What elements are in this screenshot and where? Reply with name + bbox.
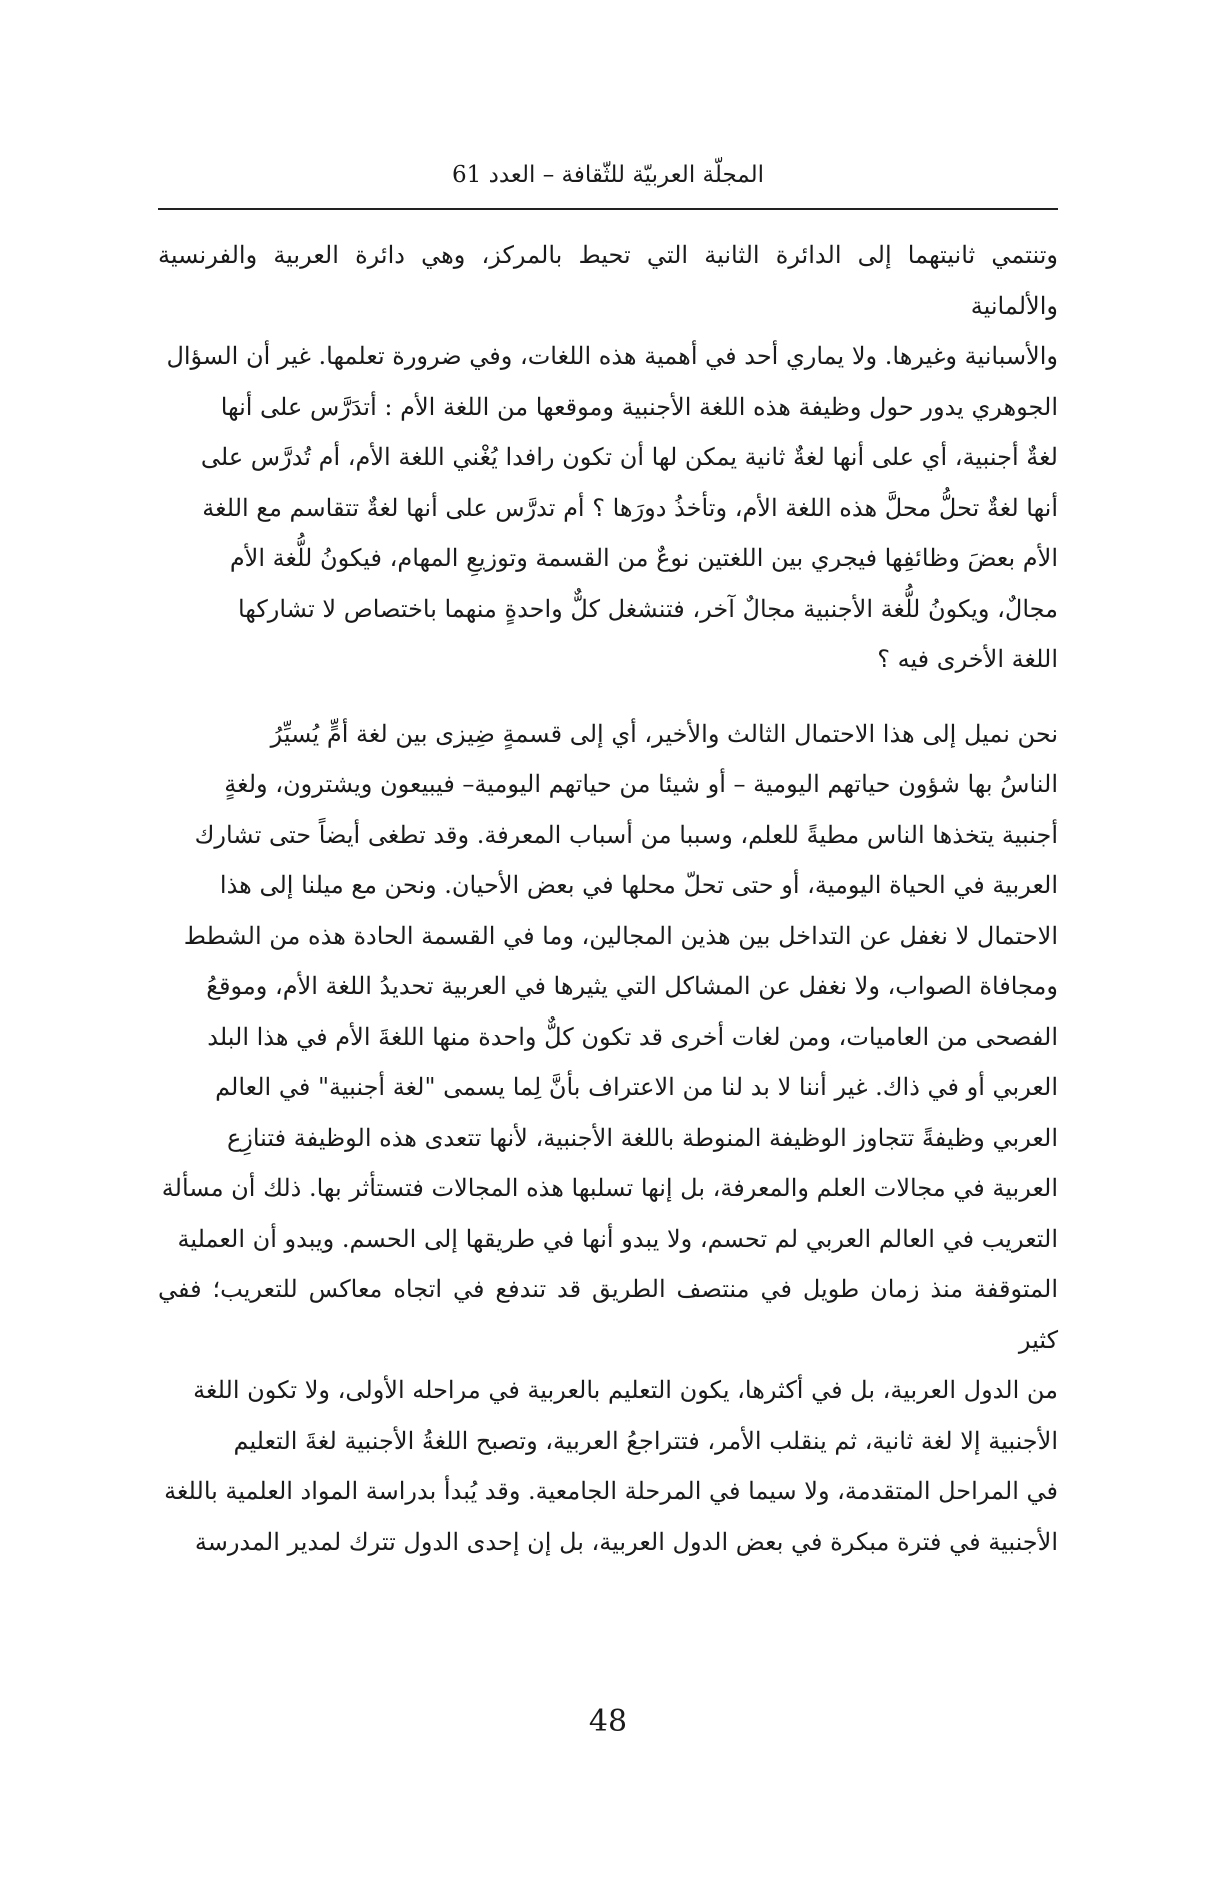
page-number: 48 bbox=[588, 1704, 628, 1739]
header-divider bbox=[158, 208, 1058, 210]
paragraph-2: نحن نميل إلى هذا الاحتمال الثالث والأخير، أي إلى قسمةٍ ضِيزى بين لغة أمٍّ يُسيِّرُ الناسُ بها شؤون حياتهم اليومية – أو شيئا من حياتهم اليومية– فيبيعون ويشترون، ولغةٍ أجنبية يتخذها الناس مطيةً للعلم، وسببا من أسباب المعرفة. وقد تطغى أيضاً حتى تشارك العربية في الحياة اليومية، أو حتى تحلّ محلها في بعض الأحيان. ونحن مع ميلنا إلى هذا الاحتمال لا نغفل عن التداخل بين هذين المجالين، وما في القسمة الحادة هذه من الشطط ومجافاة الصواب، ولا نغفل عن المشاكل التي يثيرها في العربية تحديدُ اللغة الأم، وموقعُ الفصحى من العاميات، ومن لغات أخرى قد تكون كلٌّ واحدة منها اللغةَ الأم في هذا البلد العربي أو في ذاك. غير أننا لا بد لنا من الاعتراف بأنَّ لِما يسمى "لغة أجنبية" في العالم العربي وظيفةً تتجاوز الوظيفة المنوطة باللغة الأجنبية، لأنها تتعدى هذه الوظيفة فتنازِع العربية في مجالات العلم والمعرفة، بل إنها تسلبها هذه المجالات فتستأثر بها. ذلك أن مسألة التعريب في العالم العربي لم تحسم، ولا يبدو أنها في طريقها إلى الحسم. ويبدو أن العملية المتوقفة منذ زمان طويل في منتصف الطريق قد تندفع في اتجاه معاكس للتعريب؛ ففي كثير من الدول العربية، بل في أكثرها، يكون التعليم بالعربية في مراحله الأولى، ولا تكون اللغة الأجنبية إلا لغة ثانية، ثم ينقلب الأمر، فتتراجعُ العربية، وتصبح اللغةُ الأجنبية لغةَ التعليم في المراحل المتقدمة، ولا سيما في المرحلة الجامعية. وقد يُبدأ بدراسة المواد العلمية باللغة الأجنبية في فترة مبكرة في بعض الدول العربية، بل إن إحدى الدول تترك لمدير المدرسة bbox=[158, 719, 1058, 1556]
paragraph-1: وتنتمي ثانيتهما إلى الدائرة الثانية التي تحيط بالمركز، وهي دائرة العربية والفرنسية والألمانية والأسبانية وغيرها. ولا يماري أحد في أهمية هذه اللغات، وفي ضرورة تعلمها. غير أن السؤال الجوهري يدور حول وظيفة هذه اللغة الأجنبية وموقعها من اللغة الأم : أتدَرَّس على أنها لغةٌ أجنبية، أي على أنها لغةٌ ثانية يمكن لها أن تكون رافدا يُغْني اللغة الأم، أم تُدرَّس على أنها لغةٌ تحلُّ محلَّ هذه اللغة الأم، وتأخذُ دورَها ؟ أم تدرَّس على أنها لغةٌ تتقاسم مع اللغة الأم بعضَ وظائفِها فيجري بين اللغتين نوعٌ من القسمة وتوزيعِ المهام، فيكونُ للُّغة الأم مجالٌ، ويكونُ للُّغة الأجنبية مجالٌ آخر، فتنشغل كلٌّ واحدةٍ منهما باختصاص لا تشاركها اللغة الأخرى فيه ؟ bbox=[158, 241, 1059, 673]
article-body bbox=[158, 230, 1058, 1567]
running-header: المجلّة العربيّة للثّقافة – العدد 61 bbox=[451, 162, 765, 188]
